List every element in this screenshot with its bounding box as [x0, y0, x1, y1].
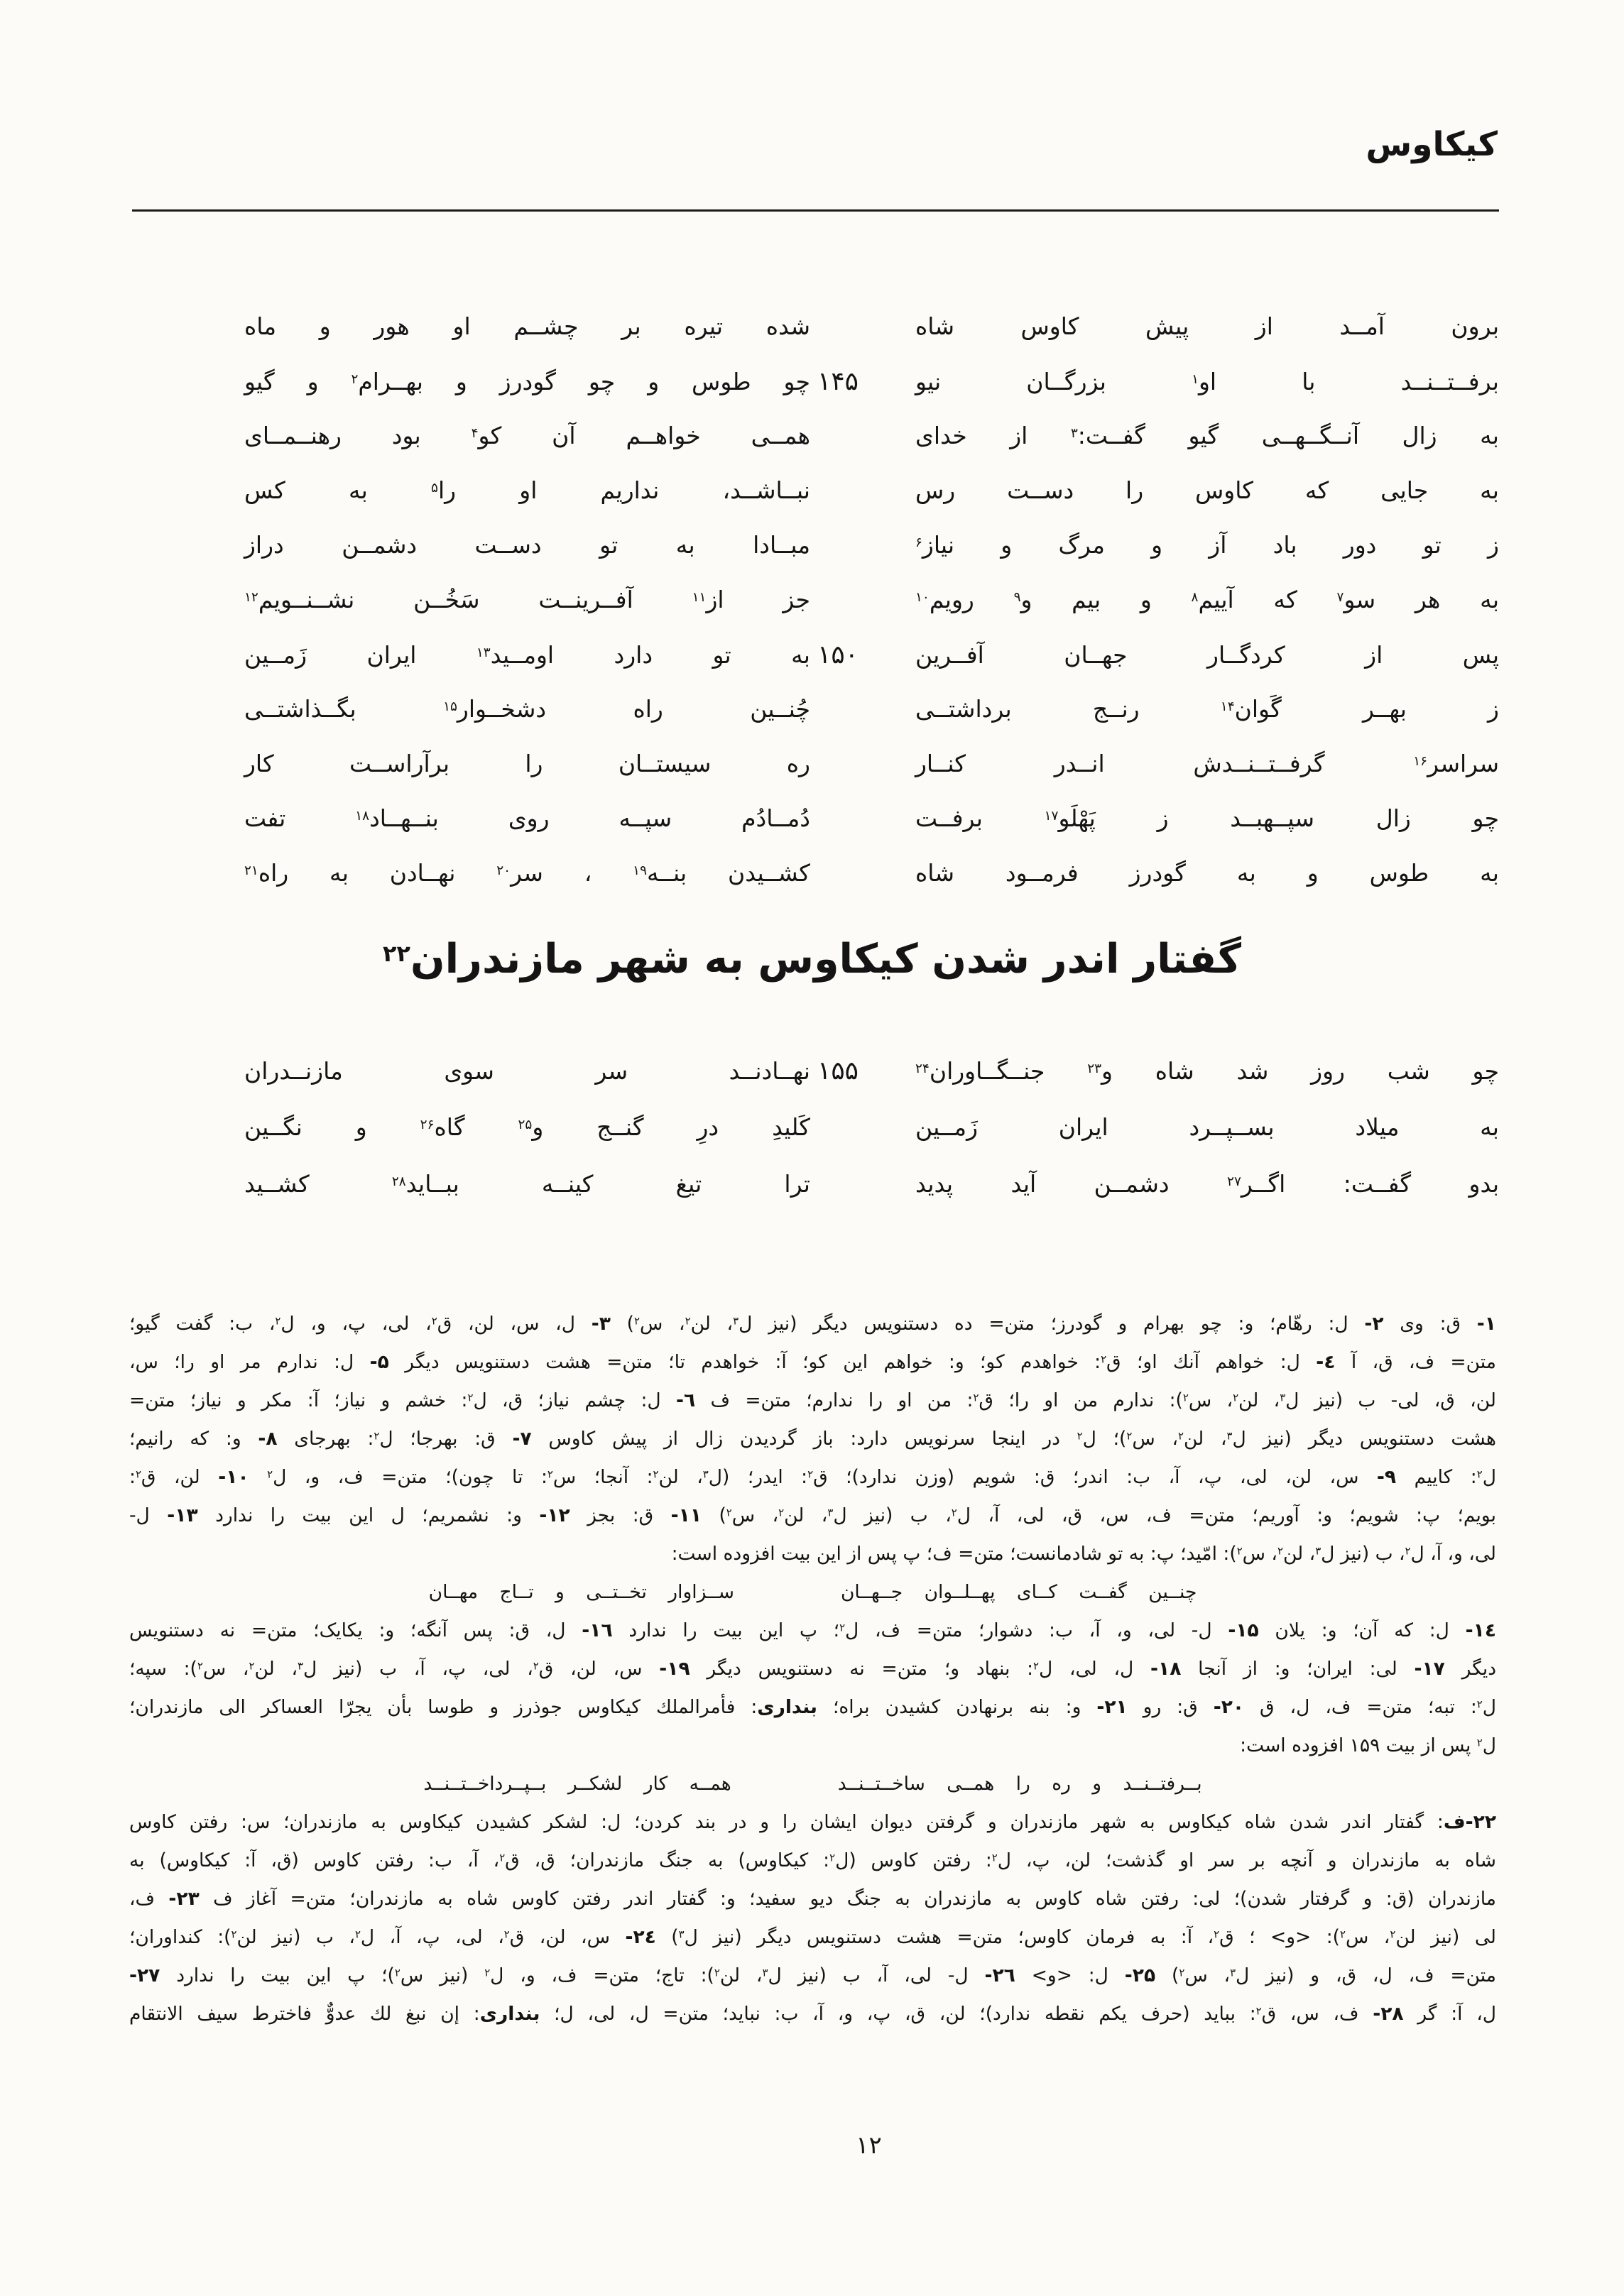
hemistich-b: مبــادا به تو دســت دشمــن دراز — [244, 531, 810, 559]
apparatus-verse-hemistich-b: همــه کار لشکــر بــپــرداخــتــنــد — [423, 1773, 731, 1795]
critical-apparatus — [129, 1305, 1496, 2033]
apparatus-verse — [129, 1765, 1496, 1803]
hemistich-b: جز از$^{۱۱}$ آفــرینــت سَخُــن نشــنــویم$^{۱۲}$ — [244, 586, 811, 613]
section-heading: گفتار اندر شدن کیکاوس به شهر مازندران$^{۲۲}$ — [383, 936, 1241, 983]
poem-block-2 — [244, 1056, 1499, 1227]
hemistich-b: شده تیره بر چشــم او هور و ماه — [244, 312, 810, 340]
hemistich-a: برون آمــد از پیش کاوس شاه — [915, 312, 1499, 340]
verse-number: ۱۴۵ — [817, 367, 859, 396]
page-number: ۱۲ — [856, 2131, 882, 2160]
hemistich-a: ز تو دور باد آز و مرگ و نیاز$^۶$ — [915, 531, 1499, 559]
verse-row — [244, 476, 1499, 531]
hemistich-b: نبــاشــد، نداریم او را$^۵$ به کس — [244, 476, 810, 504]
hemistich-b: چو طوس و چو گودرز و بهــرام$^۲$ و گیو — [244, 368, 810, 395]
hemistich-b: کشــیدن بنــه$^{۱۹}$ ، سر$^{۲۰}$ نهــادن به راه$^{۲۱}$ — [244, 859, 810, 887]
apparatus-line: ۱٤- ل: که آن؛ و: یلان ۱۵- ل- لی، و، آ، ب: دشوار؛ متن= ف، ل$^۲$؛ پ این بیت را ندارد ۱٦- ل، ق: پس آنگه؛ و: یکایک؛ متن= نه دستنویس — [129, 1619, 1497, 1641]
apparatus-line: ل، آ: گر ۲۸- ف، س، ق$^۲$: بباید (حرف یکم نقطه ندارد)؛ لن، ق، پ، و، آ، ب: نباید؛ متن= ل، لی، ل؛ بنداری: إن نبغ لك عدوٌّ فاخترط سیف الانتقام — [129, 2003, 1496, 2025]
hemistich-a: به میلاد بســپــرد ایران زَمــین — [915, 1113, 1499, 1141]
verse-row — [244, 750, 1499, 804]
apparatus-line: لن، ق، لی- ب (نیز ل$^۳$، لن$^۲$، س$^۲$): ندارم من او را؛ ق$^۲$: من او را ندارم؛ متن= ف ٦- ل: چشم نیاز؛ ق، ل$^۲$: خشم و نیاز؛ آ: مکر و نیاز؛ متن= — [129, 1389, 1496, 1411]
poem-block-1 — [244, 312, 1499, 914]
verse-number: ۱۵۵ — [817, 1056, 859, 1086]
verse-row — [244, 1056, 1499, 1113]
verse-row — [244, 422, 1499, 476]
hemistich-a: به جایی که کاوس را دســت رس — [915, 476, 1499, 504]
hemistich-b: ترا تیغ کینــه ببــاید$^{۲۸}$ کشــید — [244, 1170, 810, 1198]
hemistich-a: به زال آنــگــهــی گیو گفــت:$^۳$ از خدای — [915, 422, 1499, 449]
page-title: کیکاوس — [1366, 125, 1498, 164]
verse-row — [244, 1113, 1499, 1170]
hemistich-b: دُمــادُم سپــه روی بنــهــاد$^{۱۸}$ تفت — [244, 804, 810, 832]
apparatus-line: بویم؛ پ: شویم؛ و: آوریم؛ متن= ف، س، ق، لی، آ، ل$^۲$، ب (نیز ل$^۳$، لن$^۲$، س$^۲$) ۱۱- ق: بجز ۱۲- و: نشمریم؛ ل این بیت را ندارد ۱۳- ل- — [129, 1504, 1496, 1526]
hemistich-b: ره سیستــان را برآراســت کار — [244, 750, 810, 777]
apparatus-line: متن= ف، ق، آ ٤- ل: خواهم آنك او؛ ق$^۲$: خواهدم كو؛ و: خواهم این كو؛ آ: خواهدم تا؛ متن= هشت دستنویس دیگر ۵- ل: ندارم مر او را؛ س، — [129, 1351, 1496, 1373]
apparatus-line: دیگر ۱۷- لی: ایران؛ و: از آنجا ۱۸- ل، لی، ل$^۲$: بنهاد و؛ متن= نه دستنویس دیگر ۱۹- س، لن، ق$^۲$، لی، پ، آ، ب (نیز ل$^۳$، لن$^۲$، س$^۲$): سپه؛ — [129, 1658, 1497, 1680]
hemistich-b: همــی خواهــم آن کو$^۴$ بود رهنــمــای — [244, 422, 810, 449]
apparatus-line: ۱- ق: وی ۲- ل: رهّام؛ و: چو بهرام و گودرز؛ متن= ده دستنویس دیگر (نیز ل$^۳$، لن$^۲$، س$^۲$) ۳- ل، س، لن، ق$^۲$، لی، پ، و، ل$^۲$، ب: گفت گیو؛ — [129, 1313, 1496, 1335]
hemistich-a: به هر سو$^۷$ که آییم$^۸$ و بیم و$^۹$ رویم$^{۱۰}$ — [915, 586, 1500, 613]
apparatus-verse-hemistich-b: ســزاوار تخــتــی و تــاج مهــان — [428, 1581, 734, 1603]
apparatus-line: لی، و، آ، ل$^۲$، ب (نیز ل$^۳$، لن$^۲$، س$^۲$): امّید؛ پ: به تو شادمانست؛ متن= ف؛ پ پس از این بیت افزوده است: — [671, 1543, 1496, 1565]
apparatus-line: ل$^۲$ پس از بیت ۱۵۹ افزوده است: — [1240, 1734, 1496, 1756]
verse-row — [244, 312, 1499, 367]
apparatus-verse-hemistich-a: چنــین گفــت کــای پهــلــوان جــهــان — [840, 1581, 1197, 1603]
apparatus-line: هشت دستنویس دیگر (نیز ل$^۳$، لن$^۲$، س$^۲$)؛ ل$^۲$ در اینجا سرنویس دارد: باز گردیدن زال از پیش کاوس ۷- ق: بهرجا؛ ل$^۲$: بهرجای ۸- و: که رانیم؛ — [129, 1428, 1496, 1450]
hemistich-b: کَلیدِ درِ گنــج و$^{۲۵}$ گاه$^{۲۶}$ و نگــین — [244, 1113, 810, 1141]
apparatus-line: مازندران (ق: و گرفتار شدن)؛ لی: رفتن شاه کاوس به مازندران به جنگ دیو سفید؛ و: گفتار اندر رفتن کاوس شاه به مازندران؛ متن= آغاز ف ۲۳- ف، — [129, 1888, 1496, 1910]
apparatus-verse — [129, 1573, 1496, 1612]
hemistich-a: بدو گفــت: اگــر$^{۲۷}$ دشمــن آید پدید — [915, 1170, 1499, 1198]
apparatus-line: ۲۲-ف: گفتار اندر شدن شاه کیکاوس به شهر مازندران و گرفتن دیوان ایشان را و در بند کردن؛ ل: لشکر کشیدن کیکاوس به مازندران؛ س: رفتن کاوس — [129, 1811, 1496, 1833]
hemistich-a: پس از کردگــار جهــان آفــرین — [915, 641, 1499, 669]
hemistich-a: چو زال سپــهبــد ز پَهْلَو$^{۱۷}$ برفــت — [915, 804, 1499, 832]
hemistich-b: چُنــین راه دشخــوار$^{۱۵}$ بگــذاشتــی — [244, 695, 810, 723]
verse-row — [244, 1170, 1499, 1227]
verse-row — [244, 640, 1499, 695]
hemistich-a: برفــتــنــد با او$^۱$ بزرگــان نیو — [915, 368, 1499, 395]
verse-row — [244, 531, 1499, 586]
apparatus-line: شاه به مازندران و آنچه بر سر او گذشت؛ لن، پ، ل$^۲$: رفتن کاوس (ل$^۲$: کیکاوس) به جنگ مازندران؛ ق، ق$^۲$، آ، ب: رفتن کاوس (ق، آ: کیکاوس) به — [129, 1849, 1496, 1871]
verse-row — [244, 586, 1499, 640]
verse-row — [244, 804, 1499, 859]
hemistich-a: سراسر$^{۱۶}$ گرفــتــنــدش انــدر کنــار — [915, 750, 1499, 777]
header-rule — [132, 209, 1499, 212]
apparatus-line: ل$^۲$: تبه؛ متن= ف، ل، ق ۲۰- ق: رو ۲۱- و: بنه برنهادن کشیدن براه؛ بنداری: فأمرالملك كیكاوس جوذرز و طوسا بأن یجرّا العساكر الی مازندران؛ — [129, 1696, 1496, 1718]
apparatus-line: متن= ف، ل، ق، و (نیز ل$^۳$، س$^۲$) ۲۵- ل: <و> ۲٦- ل- لی، آ، ب (نیز ل$^۳$، لن$^۲$): تاج؛ متن= ف، و، ل$^۲$ (نیز س$^۲$)؛ پ این بیت را ندارد ۲۷- — [129, 1964, 1496, 1986]
apparatus-line: لی (نیز لن$^۲$، س$^۲$): <و> ؛ ق$^۲$، آ: به فرمان کاوس؛ متن= هشت دستنویس دیگر (نیز ل$^۳$) ۲٤- س، لن، ق$^۲$، لی، پ، آ، ل$^۲$، ب (نیز لن$^۲$): کنداوران؛ — [129, 1926, 1497, 1948]
hemistich-a: به طوس و به گودرز فرمــود شاه — [915, 859, 1499, 887]
verse-row — [244, 859, 1499, 914]
apparatus-line: ل$^۲$: کاییم ۹- س، لن، لی، پ، آ، ب: اندر؛ ق: شویم (وزن ندارد)؛ ق$^۲$: ایدر؛ (ل$^۳$، لن$^۲$: آنجا؛ س$^۲$: تا چون)؛ متن= ف، و، ل$^۲$ ۱۰- لن، ق$^۲$: — [129, 1466, 1496, 1488]
verse-row — [244, 695, 1499, 750]
hemistich-b: نهــادنــد سر سوی مازنــدران — [244, 1057, 810, 1085]
hemistich-a: چو شب روز شد شاه و$^{۲۳}$ جنــگــاوران$^{۲۴}$ — [915, 1057, 1499, 1085]
verse-number: ۱۵۰ — [817, 640, 859, 669]
apparatus-verse-hemistich-a: بــرفتــنــد و ره را همــی ساخــتــنــد — [837, 1773, 1202, 1795]
verse-row — [244, 367, 1499, 422]
hemistich-b: به تو دارد اومــید$^{۱۳}$ ایران زَمــین — [244, 641, 810, 669]
hemistich-a: ز بهــر گَوان$^{۱۴}$ رنــج برداشتــی — [915, 695, 1499, 723]
